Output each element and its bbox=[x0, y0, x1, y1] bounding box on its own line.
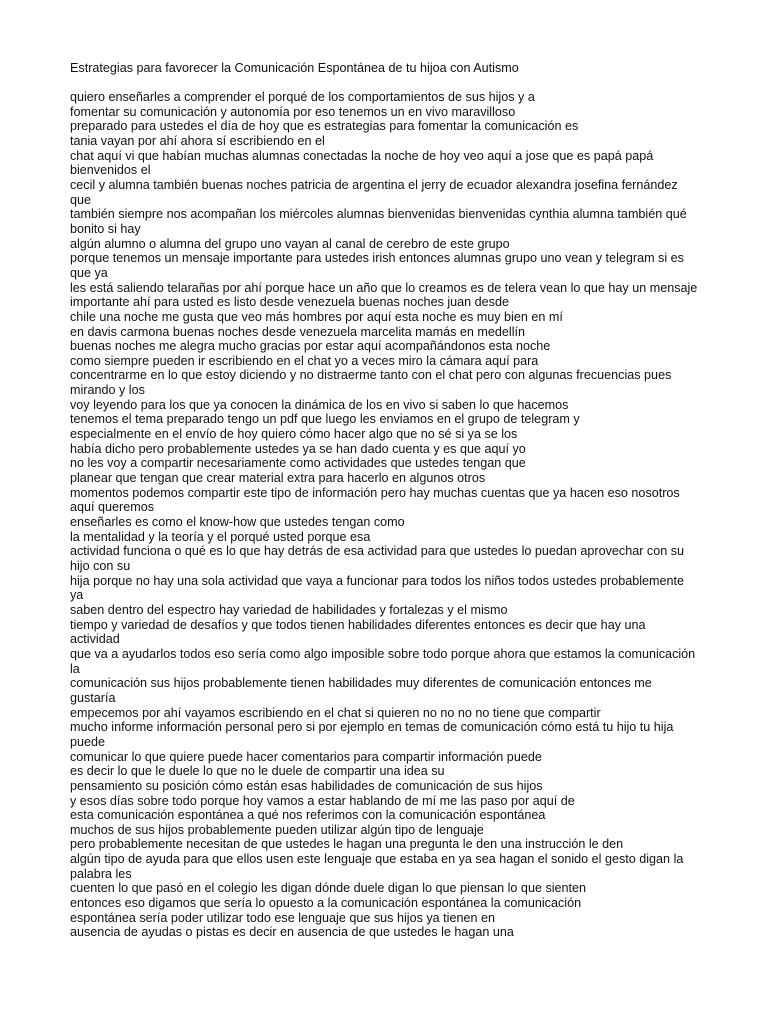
text-line: pensamiento su posición cómo están esas habilidades de comunicación de sus hijos bbox=[70, 778, 543, 793]
text-line: mucho informe información personal pero si por ejemplo en temas de comunicación cómo está tu hijo tu hija bbox=[70, 720, 674, 735]
text-line: buenas noches me alegra mucho gracias por estar aquí acompañándonos esta noche bbox=[70, 339, 551, 354]
text-line: quiero enseñarles a comprender el porqué de los comportamientos de sus hijos y a bbox=[70, 90, 535, 104]
text-line: concentrarme en lo que estoy diciendo y no distraerme tanto con el chat pero con algunas frecuencias pues bbox=[70, 368, 672, 383]
text-line: chat aquí vi que habían muchas alumnas conectadas la noche de hoy veo aquí a jose que es papá papá bbox=[70, 148, 654, 163]
text-line: actividad funciona o qué es lo que hay detrás de esa actividad para que ustedes lo puedan aprovechar con su bbox=[70, 544, 685, 559]
text-line: mirando y los bbox=[70, 383, 145, 398]
text-line: que ya bbox=[70, 265, 108, 280]
text-line: y esos días sobre todo porque hoy vamos a estar hablando de mí me las paso por aquí de bbox=[70, 793, 575, 808]
text-line: saben dentro del espectro hay variedad de habilidades y fortalezas y el mismo bbox=[70, 602, 508, 617]
text-line: la mentalidad y la teoría y el porqué usted porque esa bbox=[70, 529, 371, 544]
text-line: puede bbox=[70, 734, 106, 749]
text-line: que va a ayudarlos todos eso sería como algo imposible sobre todo porque ahora que estamos la comunicación bbox=[70, 646, 696, 661]
text-line: como siempre pueden ir escribiendo en el chat yo a veces miro la cámara aquí para bbox=[70, 353, 539, 368]
text-line: les está saliendo telarañas por ahí porque hace un año que lo creamos es de telera vean lo que hay un mensaje bbox=[70, 280, 698, 295]
text-line: también siempre nos acompañan los miércoles alumnas bienvenidas bienvenidas cynthia alumna también qué bbox=[70, 207, 687, 222]
text-line: esta comunicación espontánea a qué nos referimos con la comunicación espontánea bbox=[70, 808, 546, 823]
text-line: había dicho pero probablemente ustedes ya se han dado cuenta y es que aquí yo bbox=[70, 441, 526, 456]
text-line: algún tipo de ayuda para que ellos usen este lenguaje que estaba en ya sea hagan el sonido el gesto digan la bbox=[70, 852, 684, 867]
text-line: hija porque no hay una sola actividad que vaya a funcionar para todos los niños todos ustedes probablemente bbox=[70, 573, 685, 588]
text-line: preparado para ustedes el día de hoy que es estrategias para fomentar la comunicación es bbox=[70, 119, 579, 134]
text-line: que bbox=[70, 192, 92, 207]
text-line: algún alumno o alumna del grupo uno vayan al canal de cerebro de este grupo bbox=[70, 236, 510, 251]
text-line: comunicar lo que quiere puede hacer comentarios para compartir información puede bbox=[70, 749, 542, 764]
text-line: muchos de sus hijos probablemente pueden utilizar algún tipo de lenguaje bbox=[70, 822, 484, 837]
text-line: tenemos el tema preparado tengo un pdf que luego les enviamos en el grupo de telegram y bbox=[70, 412, 580, 427]
text-line: ya bbox=[70, 588, 84, 603]
text-line: especialmente en el envío de hoy quiero cómo hacer algo que no sé si ya se los bbox=[70, 427, 518, 442]
text-line: actividad bbox=[70, 632, 120, 647]
text-line: voy leyendo para los que ya conocen la dinámica de los en vivo si saben lo que hacemos bbox=[70, 397, 569, 412]
text-line: tiempo y variedad de desafíos y que todos tienen habilidades diferentes entonces es decir que hay una bbox=[70, 617, 646, 632]
text-line: comunicación sus hijos probablemente tienen habilidades muy diferentes de comunicación entonces me bbox=[70, 676, 652, 691]
text-line: momentos podemos compartir este tipo de información pero hay muchas cuentas que ya hacen eso nosotros bbox=[70, 485, 680, 500]
text-line: hijo con su bbox=[70, 559, 131, 573]
text-line: gustaría bbox=[70, 690, 116, 705]
text-line: porque tenemos un mensaje importante para ustedes irish entonces alumnas grupo uno vean y telegram si es bbox=[70, 251, 684, 266]
text-line: fomentar su comunicación y autonomía por eso tenemos un en vivo maravilloso bbox=[70, 104, 516, 119]
text-line: planear que tengan que crear material extra para hacerlo en algunos otros bbox=[70, 471, 486, 486]
text-line: bienvenidos el bbox=[70, 163, 151, 178]
text-line: empecemos por ahí vayamos escribiendo en el chat si quieren no no no no tiene que compartir bbox=[70, 705, 601, 720]
text-line: tania vayan por ahí ahora sí escribiendo en el bbox=[70, 133, 325, 148]
text-line: bonito si hay bbox=[70, 221, 141, 236]
text-line: aquí queremos bbox=[70, 500, 155, 515]
text-line: es decir lo que le duele lo que no le duele de compartir una idea su bbox=[70, 764, 445, 779]
document-body bbox=[70, 90, 708, 940]
text-line: cuenten lo que pasó en el colegio les digan dónde duele digan lo que piensan lo que sienten bbox=[70, 881, 587, 896]
text-line: chile una noche me gusta que veo más hombres por aquí esta noche es muy bien en mí bbox=[70, 309, 563, 324]
text-line: pero probablemente necesitan de que ustedes le hagan una pregunta le den una instrucción le den bbox=[70, 837, 624, 852]
text-line: la bbox=[70, 661, 80, 676]
text-line: ausencia de ayudas o pistas es decir en ausencia de que ustedes le hagan una bbox=[70, 925, 514, 940]
text-line: no les voy a compartir necesariamente como actividades que ustedes tengan que bbox=[70, 456, 526, 471]
text-line: palabra les bbox=[70, 866, 132, 881]
text-line: enseñarles es como el know-how que ustedes tengan como bbox=[70, 515, 405, 530]
document-title: Estrategias para favorecer la Comunicación Espontánea de tu hijoa con Autismo bbox=[70, 61, 519, 75]
text-line: importante ahí para usted es listo desde venezuela buenas noches juan desde bbox=[70, 295, 509, 310]
text-line: cecil y alumna también buenas noches patricia de argentina el jerry de ecuador alexandra josefina fernández bbox=[70, 177, 678, 192]
text-line: en davis carmona buenas noches desde venezuela marcelita mamás en medellín bbox=[70, 324, 526, 339]
text-line: espontánea sería poder utilizar todo ese lenguaje que sus hijos ya tienen en bbox=[70, 910, 495, 925]
text-line: entonces eso digamos que sería lo opuesto a la comunicación espontánea la comunicación bbox=[70, 896, 582, 911]
